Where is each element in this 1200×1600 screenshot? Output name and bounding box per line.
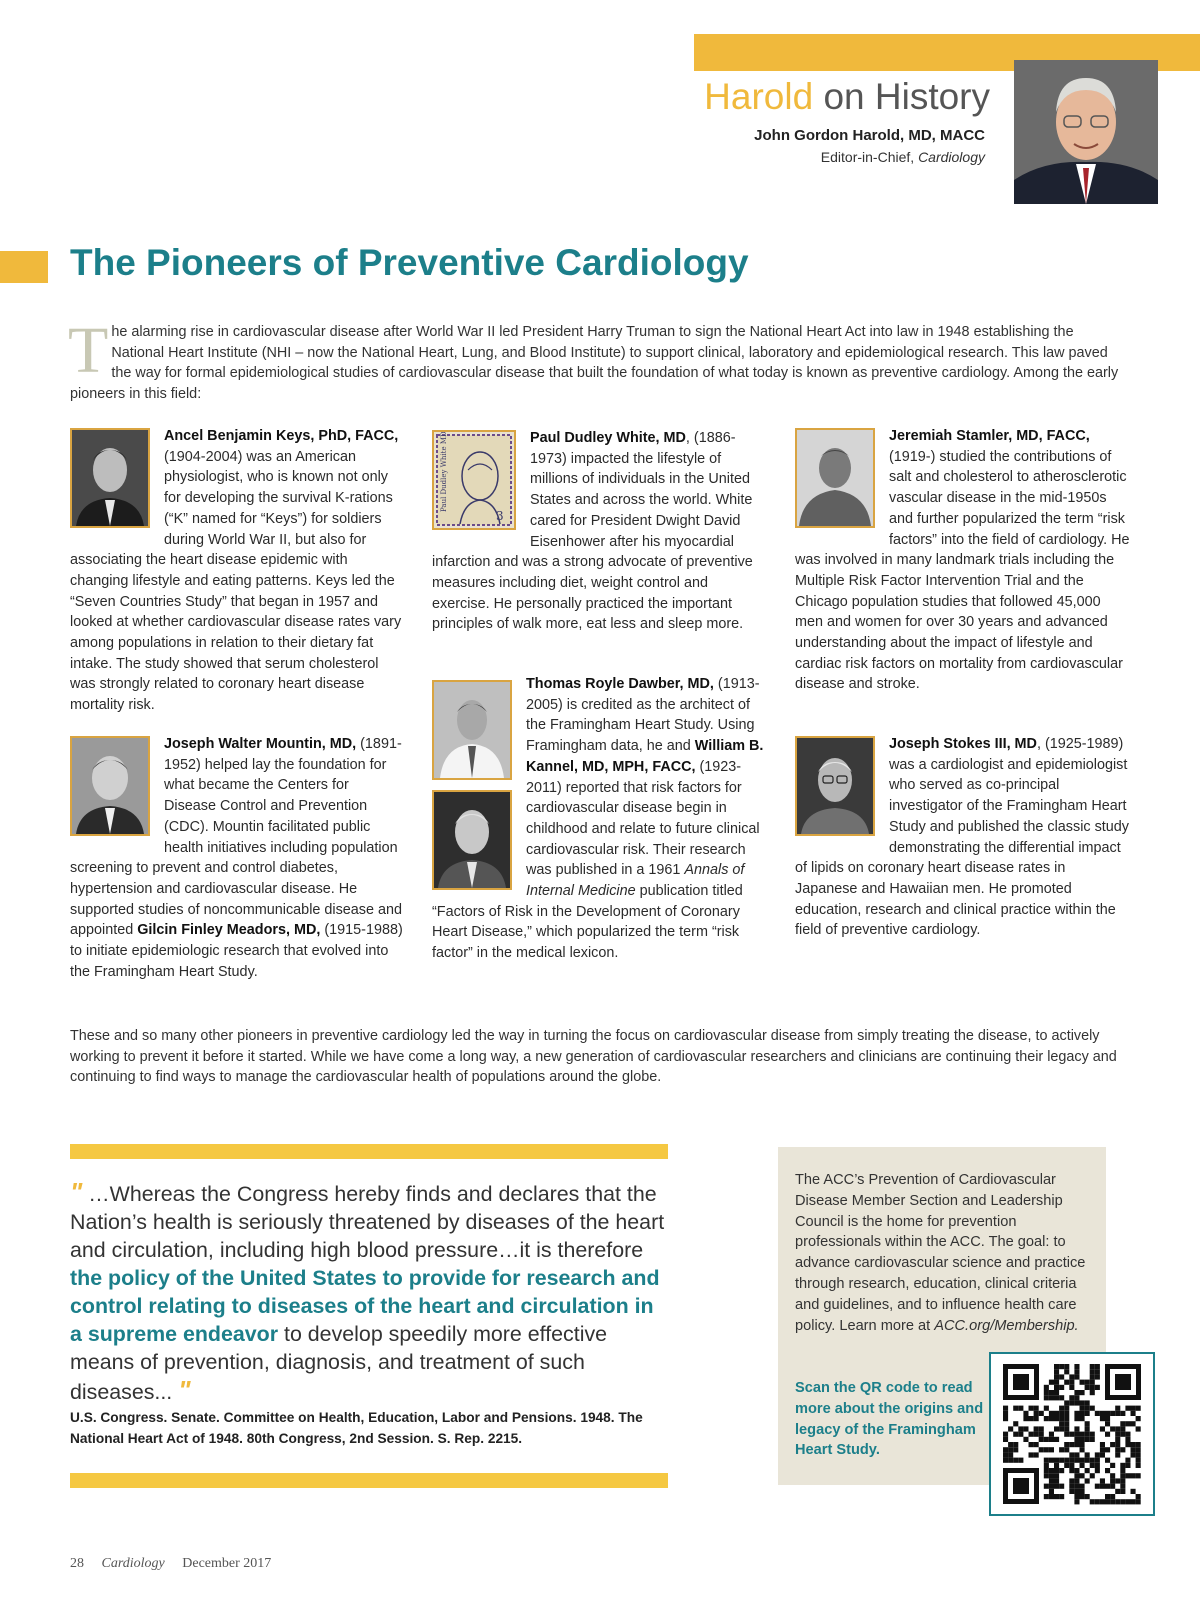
author-role-publication: Cardiology [918,149,985,165]
bio-stokes-name: Joseph Stokes III, MD [889,736,1037,752]
portrait-dawber [432,680,512,780]
author-role [600,149,985,165]
portrait-stokes [795,736,875,836]
series-title-harold: Harold [704,76,814,117]
bio-white-name: Paul Dudley White, MD [530,430,686,446]
stamp-value: 3 [496,509,504,523]
stamp-white [432,430,516,530]
bio-mountin-text1: (1891-1952) helped lay the foundation for what became the Centers for Disease Control and Prevention (CDC). Mountin facilitated public health initiatives including population screening to prevent and control diabetes, hypertension and cardiovascular disease. He supported studies of noncommunicable disease and appointed [70,736,402,939]
quote-part2: to develop speedily more effective means of prevention, diagnosis, and treatment of such diseases... [70,1322,608,1404]
dawber-photos [432,674,512,890]
bio-dawber-journal: Annals of Internal Medicine [526,862,745,900]
author-role-prefix: Editor-in-Chief, [820,149,915,165]
pull-quote [70,1178,670,1406]
bio-dawber-text2: (1923-2011) reported that risk factors for cardiovascular disease begin in childhood and relate to future clinical cardiovascular risk. Their research was published in a 1961 [526,758,760,879]
close-quote-mark: " [178,1375,191,1405]
bio-white [432,428,767,635]
bio-dawber [432,674,767,964]
intro-paragraph [68,314,1130,404]
bio-dawber-name: Thomas Royle Dawber, MD, [526,676,714,692]
bio-stamler [795,426,1130,695]
bio-mountin [70,734,403,982]
bio-stokes-text: , (1925-1989) was a cardiologist and epidemiologist who served as co-principal investigator of the Framingham Heart Study and published the classic study demonstrating the differential impact of lipids on coronary heart disease rates in Japanese and Hawaiian men. He promoted education, research and clinical practice within the field of preventive cardiology. [795,736,1129,939]
title-accent-bar [0,251,48,283]
quote-part1: …Whereas the Congress hereby finds and declares that the Nation’s health is seriously threatened by diseases of the heart and circulation, including high blood pressure…it is therefore [70,1182,665,1262]
qr-prompt: Scan the QR code to read more about the origins and legacy of the Framingham Heart Study. [795,1380,984,1459]
qr-code[interactable] [989,1352,1155,1516]
bio-mountin-name: Joseph Walter Mountin, MD, [164,736,357,752]
quote-citation: U.S. Congress. Senate. Committee on Health, Education, Labor and Pensions. 1948. The National Heart Act of 1948. 80th Congress, 2nd Session. S. Rep. 2215. [70,1410,643,1446]
series-title [600,76,990,118]
portrait-keys [70,428,150,528]
bio-mountin-text2: (1915-1988) to initiate epidemiologic research that evolved into the Framingham Heart Study. [70,922,403,980]
quote-bottom-bar [70,1473,668,1488]
portrait-mountin [70,736,150,836]
bio-dawber-text3: publication titled “Factors of Risk in the Development of Coronary Heart Disease,” which popularized the term “risk factor” in the medical lexicon. [432,883,743,962]
series-title-rest: on History [823,76,990,117]
footer-publication: Cardiology [101,1556,165,1571]
portrait-stamler [795,428,875,528]
stamp-label: Paul Dudley White MD [440,432,448,512]
quote-highlight: the policy of the United States to provide for research and control relating to diseases of the heart and circulation in a supreme endeavor [70,1266,660,1346]
footer-date: December 2017 [182,1556,272,1571]
portrait-kannel [432,790,512,890]
page-footer [70,1556,285,1572]
closing-paragraph: These and so many other pioneers in preventive cardiology led the way in turning the focus on cardiovascular disease from simply treating the disease, to actively working to prevent it before it started. While we have come a long way, a new generation of cardiovascular researchers and clinicians are continuing their legacy and continuing to find ways to manage the cardiovascular health of populations around the globe. [70,1028,1117,1086]
bio-stamler-name: Jeremiah Stamler, MD, FACC, [889,428,1090,444]
bio-dawber-text1: (1913-2005) is credited as the architect of the Framingham Heart Study. Using Framingham data, he and [526,676,760,755]
article-title: The Pioneers of Preventive Cardiology [70,242,749,283]
bio-kannel-name: William B. Kannel, MD, MPH, FACC, [526,738,764,775]
quote-top-bar [70,1144,668,1159]
intro-text: he alarming rise in cardiovascular disease after World War II led President Harry Truman to sign the National Heart Act into law in 1948 establishing the National Heart Institute (NHI – now the National Heart, Lung, and Blood Institute) to support clinical, laboratory and epidemiological research. This law paved the way for formal epidemiological studies of cardiovascular disease that built the foundation of what today is known as preventive cardiology. Among the early pioneers in this field: [70,324,1119,402]
bio-keys-name: Ancel Benjamin Keys, PhD, FACC, [164,428,399,444]
author-name: John Gordon Harold, MD, MACC [754,127,985,144]
sidebar-text [795,1170,1095,1336]
bio-meadors-name: Gilcin Finley Meadors, MD, [137,922,321,939]
open-quote-mark: " [70,1177,83,1207]
bio-keys-text: (1904-2004) was an American physiologist, who is known not only for developing the survival K-rations (“K” named for “Keys”) for soldiers during World War II, but also for associating the heart disease epidemic with changing lifestyle and eating patterns. Keys led the “Seven Countries Study” that began in 1957 and looked at whether cardiovascular disease rates vary among populations in relation to their dietary fat intake. The study showed that serum cholesterol was strongly related to coronary heart disease mortality risk. [70,448,402,714]
sidebar-body: The ACC’s Prevention of Cardiovascular Disease Member Section and Leadership Council is the home for prevention professionals within the ACC. The goal: to advance cardiovascular science and practice through research, education, clinical criteria and guidelines, and to influence health care policy. Learn more at [795,1172,1086,1334]
intro-dropcap: T [68,314,109,387]
bio-stokes [795,734,1130,941]
editor-portrait [1014,60,1158,204]
page-number: 28 [70,1556,84,1571]
bio-keys [70,426,403,716]
sidebar-link[interactable]: ACC.org/Membership. [934,1317,1079,1334]
bio-stamler-text: (1919-) studied the contributions of salt and cholesterol to atherosclerotic vascular disease in the mid-1950s and further popularized the term “risk factors” into the field of cardiology. He was involved in many landmark trials including the Multiple Risk Factor Intervention Trial and the Chicago population studies that followed 45,000 men and women for over 30 years and advanced understanding about the impact of lifestyle and cardiac risk factors on mortality from cardiovascular disease and stroke. [795,448,1130,693]
bio-white-text: , (1886-1973) impacted the lifestyle of millions of individuals in the United States and across the world. White cared for President Dwight David Eisenhower after his myocardial infarction and was a strong advocate of preventive measures including diet, weight control and exercise. He personally practiced the important principles of walk more, eat less and sleep more. [432,430,753,633]
